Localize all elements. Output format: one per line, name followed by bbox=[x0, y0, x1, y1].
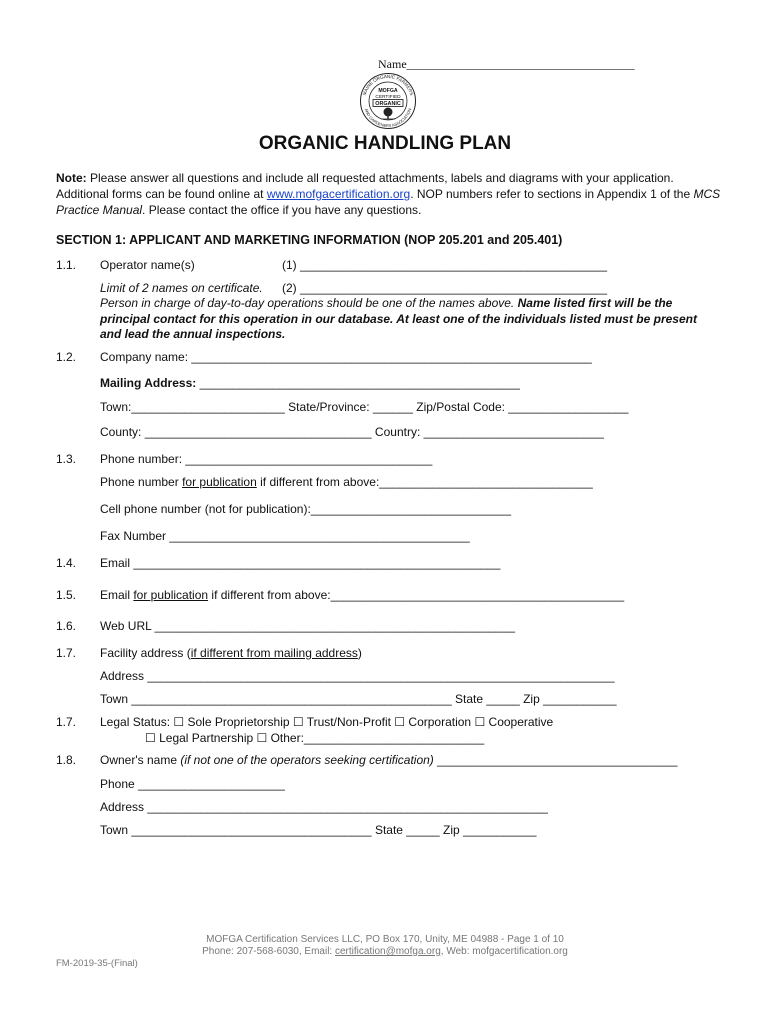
limit-note: Limit of 2 names on certificate. bbox=[100, 281, 263, 295]
tree-icon bbox=[381, 108, 395, 120]
operator-name-field-2[interactable]: (2) ______________________________________________ bbox=[282, 281, 607, 295]
mailing-address-blank[interactable]: ________________________________________________ bbox=[196, 376, 520, 390]
note-text1: Please answer all questions and include all requested attachments, labels and diagrams with your application. Additional forms can be found online at bbox=[56, 171, 674, 201]
note-text2: . NOP numbers refer to sections in Appendix 1 of the bbox=[410, 187, 694, 201]
phone-publication-field[interactable] bbox=[100, 475, 593, 489]
note-text3: . Please contact the office if you have any questions. bbox=[142, 203, 422, 217]
facility-town-field[interactable]: Town ________________________________________________ State _____ Zip ___________ bbox=[100, 692, 617, 706]
fax-number-field[interactable]: Fax Number _____________________________________________ bbox=[100, 529, 470, 543]
item-number: 1.2. bbox=[56, 350, 77, 364]
phone-pub-underlined: for publication bbox=[182, 475, 257, 489]
phone-pub-pre: Phone number bbox=[100, 475, 183, 489]
footer-web: , Web: mofgacertification.org bbox=[440, 946, 568, 957]
county-country-field[interactable]: County: __________________________________ Country: ___________________________ bbox=[100, 425, 604, 439]
page-title: ORGANIC HANDLING PLAN bbox=[258, 133, 512, 154]
item-number: 1.7. bbox=[56, 715, 77, 729]
email-publication-field[interactable] bbox=[100, 588, 624, 602]
logo-line2: CERTIFIED bbox=[375, 95, 401, 100]
owner-blank[interactable]: ____________________________________ bbox=[433, 753, 678, 767]
company-name-field[interactable]: Company name: ____________________________________________________________ bbox=[100, 350, 592, 364]
item-number: 1.1. bbox=[56, 258, 77, 272]
footer-line2 bbox=[0, 946, 770, 958]
footer bbox=[0, 934, 770, 958]
item-number: 1.5. bbox=[56, 588, 77, 602]
web-url-field[interactable]: Web URL ______________________________________________________ bbox=[100, 619, 516, 633]
person-in-charge-note bbox=[100, 296, 720, 343]
footer-line1: MOFGA Certification Services LLC, PO Box 170, Unity, ME 04988 - Page 1 of 10 bbox=[206, 934, 564, 945]
email-pub-post[interactable]: if different from above:____________________________________________ bbox=[208, 588, 625, 602]
facility-pre: Facility address ( bbox=[100, 646, 191, 660]
note-paragraph bbox=[56, 170, 726, 218]
name-blank[interactable]: ______________________________________ bbox=[406, 57, 635, 71]
legal-status-options[interactable]: Legal Status: ☐ Sole Proprietorship ☐ Trust/Non-Profit ☐ Corporation ☐ Cooperative bbox=[100, 715, 554, 729]
logo-arc-bottom: AND GARDENERS ASSOCIATION bbox=[363, 107, 413, 129]
person-bold-text: Name listed first will be the principal contact for this operation in our database. At least one of the individuals listed must be present and lead the annual inspections. bbox=[100, 296, 697, 341]
email-pub-pre: Email bbox=[100, 588, 134, 602]
phone-number-field[interactable]: Phone number: _____________________________________ bbox=[100, 452, 433, 466]
logo-arc-top: MAINE ORGANIC FARMERS bbox=[361, 73, 415, 96]
email-pub-underlined: for publication bbox=[133, 588, 209, 602]
note-label: Note: bbox=[56, 171, 87, 185]
person-text: Person in charge of day-to-day operations should be one of the names above. bbox=[100, 296, 515, 310]
name-label: Name bbox=[378, 57, 407, 71]
mofga-logo bbox=[359, 72, 417, 130]
cell-phone-field[interactable]: Cell phone number (not for publication):______________________________ bbox=[100, 502, 511, 516]
logo-line1: MOFGA bbox=[378, 88, 398, 94]
manual-title: MCS Practice Manual bbox=[56, 187, 721, 217]
facility-address-heading bbox=[100, 646, 362, 660]
mailing-address-label: Mailing Address: bbox=[100, 376, 197, 390]
phone-pub-post[interactable]: if different from above:________________________________ bbox=[256, 475, 593, 489]
operator-name-field-1[interactable]: (1) ______________________________________________ bbox=[282, 258, 607, 272]
owner-name-field[interactable] bbox=[100, 753, 677, 767]
item-number: 1.7. bbox=[56, 646, 77, 660]
section1-heading: SECTION 1: APPLICANT AND MARKETING INFORMATION (NOP 205.201 and 205.401) bbox=[56, 233, 563, 247]
town-state-zip-field[interactable]: Town:_______________________ State/Province: ______ Zip/Postal Code: __________________ bbox=[100, 400, 629, 414]
facility-underlined: if different from mailing address bbox=[190, 646, 358, 660]
email-field[interactable]: Email _______________________________________________________ bbox=[100, 556, 501, 570]
owner-town-field[interactable]: Town ____________________________________ State _____ Zip ___________ bbox=[100, 823, 537, 837]
name-line bbox=[378, 57, 635, 72]
footer-phone: Phone: 207-568-6030, Email: bbox=[202, 946, 335, 957]
facility-address-field[interactable]: Address ______________________________________________________________________ bbox=[100, 669, 615, 683]
legal-status-options-2[interactable]: ☐ Legal Partnership ☐ Other:___________________________ bbox=[145, 731, 485, 745]
mofga-seal bbox=[359, 72, 417, 130]
owner-italic-note: (if not one of the operators seeking certification) bbox=[180, 753, 434, 767]
logo-line3: ORGANIC bbox=[375, 101, 401, 107]
footer-email-link[interactable]: certification@mofga.org bbox=[335, 946, 441, 957]
owner-address-field[interactable]: Address ____________________________________________________________ bbox=[100, 800, 548, 814]
website-link[interactable]: www.mofgacertification.org bbox=[266, 187, 411, 201]
item-number: 1.8. bbox=[56, 753, 77, 767]
form-id: FM-2019-35-(Final) bbox=[56, 958, 138, 969]
operator-name-label: Operator name(s) bbox=[100, 258, 195, 272]
item-number: 1.6. bbox=[56, 619, 77, 633]
facility-post: ) bbox=[357, 646, 362, 660]
item-number: 1.3. bbox=[56, 452, 77, 466]
mailing-address-field[interactable] bbox=[100, 376, 520, 390]
item-number: 1.4. bbox=[56, 556, 77, 570]
owner-phone-field[interactable]: Phone ______________________ bbox=[100, 777, 285, 791]
owner-label: Owner's name bbox=[100, 753, 181, 767]
